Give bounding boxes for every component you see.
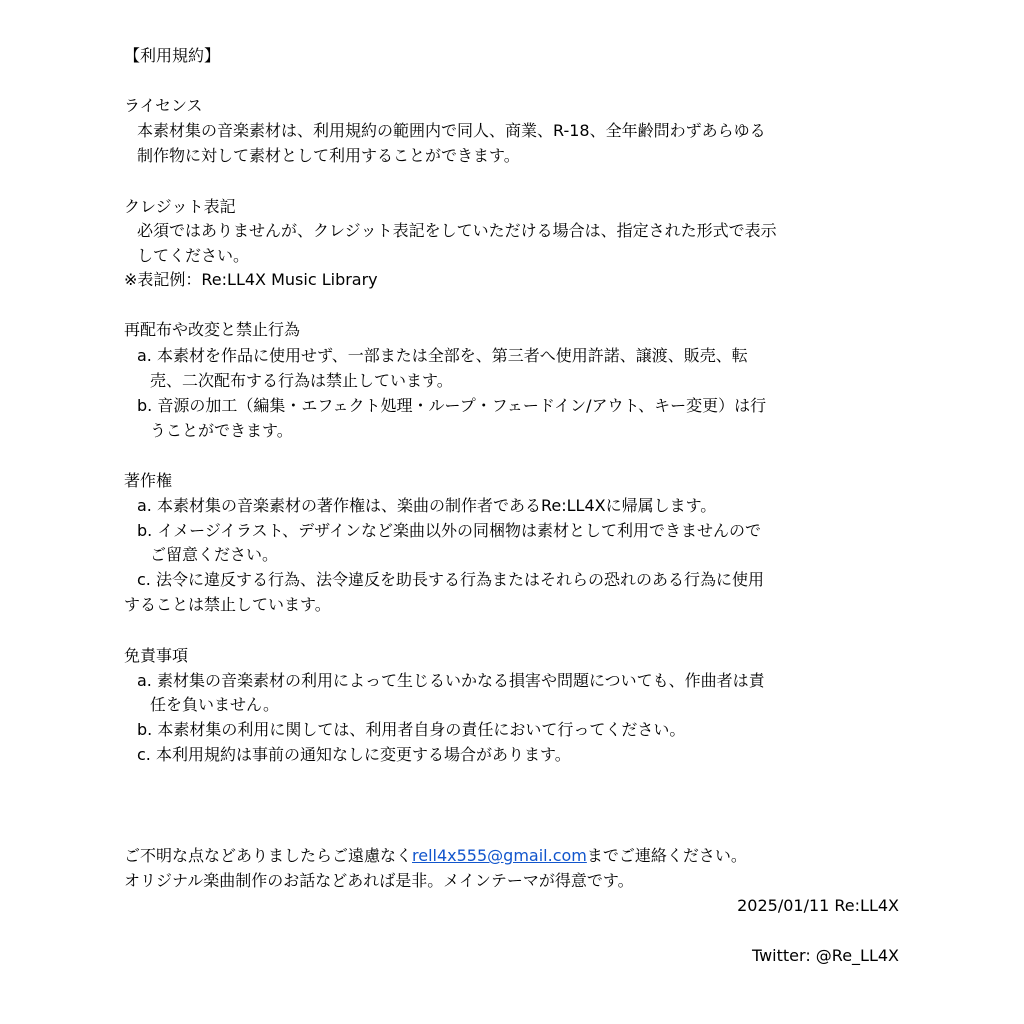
disclaimer-item: c. 本利用規約は事前の通知なしに変更する場合があります。: [137, 745, 571, 764]
contact-line: [124, 844, 747, 868]
disclaimer-item: a. 素材集の音楽素材の利用によって生じるいかなる損害や問題についても、作曲者は責: [137, 671, 765, 690]
section-heading-copyright: 著作権: [124, 471, 173, 490]
credit-example: ※表記例：Re:LL4X Music Library: [124, 270, 378, 289]
credit-line: してください。: [137, 246, 250, 265]
date-author: 2025/01/11 Re:LL4X: [737, 896, 899, 915]
copyright-item: c. 法令に違反する行為、法令違反を助長する行為またはそれらの恐れのある行為に使用: [137, 570, 764, 589]
section-heading-redistribution: 再配布や改変と禁止行為: [124, 320, 301, 339]
credit-line: 必須ではありませんが、クレジット表記をしていただける場合は、指定された形式で表示: [137, 221, 777, 240]
redistribution-item: 売、二次配布する行為は禁止しています。: [150, 371, 453, 390]
license-line: 本素材集の音楽素材は、利用規約の範囲内で同人、商業、R-18、全年齢問わずあらゆる: [137, 121, 766, 140]
email-link[interactable]: rell4x555@gmail.com: [412, 846, 587, 865]
redistribution-item: a. 本素材を作品に使用せず、一部または全部を、第三者へ使用許諾、譲渡、販売、転: [137, 346, 748, 365]
contact-line-2: オリジナル楽曲制作のお話などあれば是非。メインテーマが得意です。: [124, 871, 634, 890]
contact-suffix: までご連絡ください。: [586, 846, 747, 865]
redistribution-item: b. 音源の加工（編集・エフェクト処理・ループ・フェードイン/アウト、キー変更）は行: [137, 396, 767, 415]
contact-prefix: ご不明な点などありましたらご遠慮なく: [124, 846, 413, 865]
copyright-item: b. イメージイラスト、デザインなど楽曲以外の同梱物は素材として利用できませんので: [137, 521, 762, 540]
redistribution-item: うことができます。: [150, 421, 293, 440]
twitter-handle: Twitter: @Re_LL4X: [751, 946, 899, 965]
copyright-item: ご留意ください。: [150, 545, 279, 564]
section-heading-license: ライセンス: [124, 96, 203, 115]
disclaimer-item: b. 本素材集の利用に関しては、利用者自身の責任において行ってください。: [137, 720, 686, 739]
license-line: 制作物に対して素材として利用することができます。: [137, 146, 520, 165]
copyright-item: することは禁止しています。: [124, 595, 331, 614]
copyright-item: a. 本素材集の音楽素材の著作権は、楽曲の制作者であるRe:LL4Xに帰属します。: [137, 496, 717, 515]
disclaimer-item: 任を負いません。: [150, 695, 279, 714]
section-heading-credit: クレジット表記: [124, 197, 236, 216]
section-heading-disclaimer: 免責事項: [124, 646, 189, 665]
page-title: 【利用規約】: [124, 46, 221, 65]
